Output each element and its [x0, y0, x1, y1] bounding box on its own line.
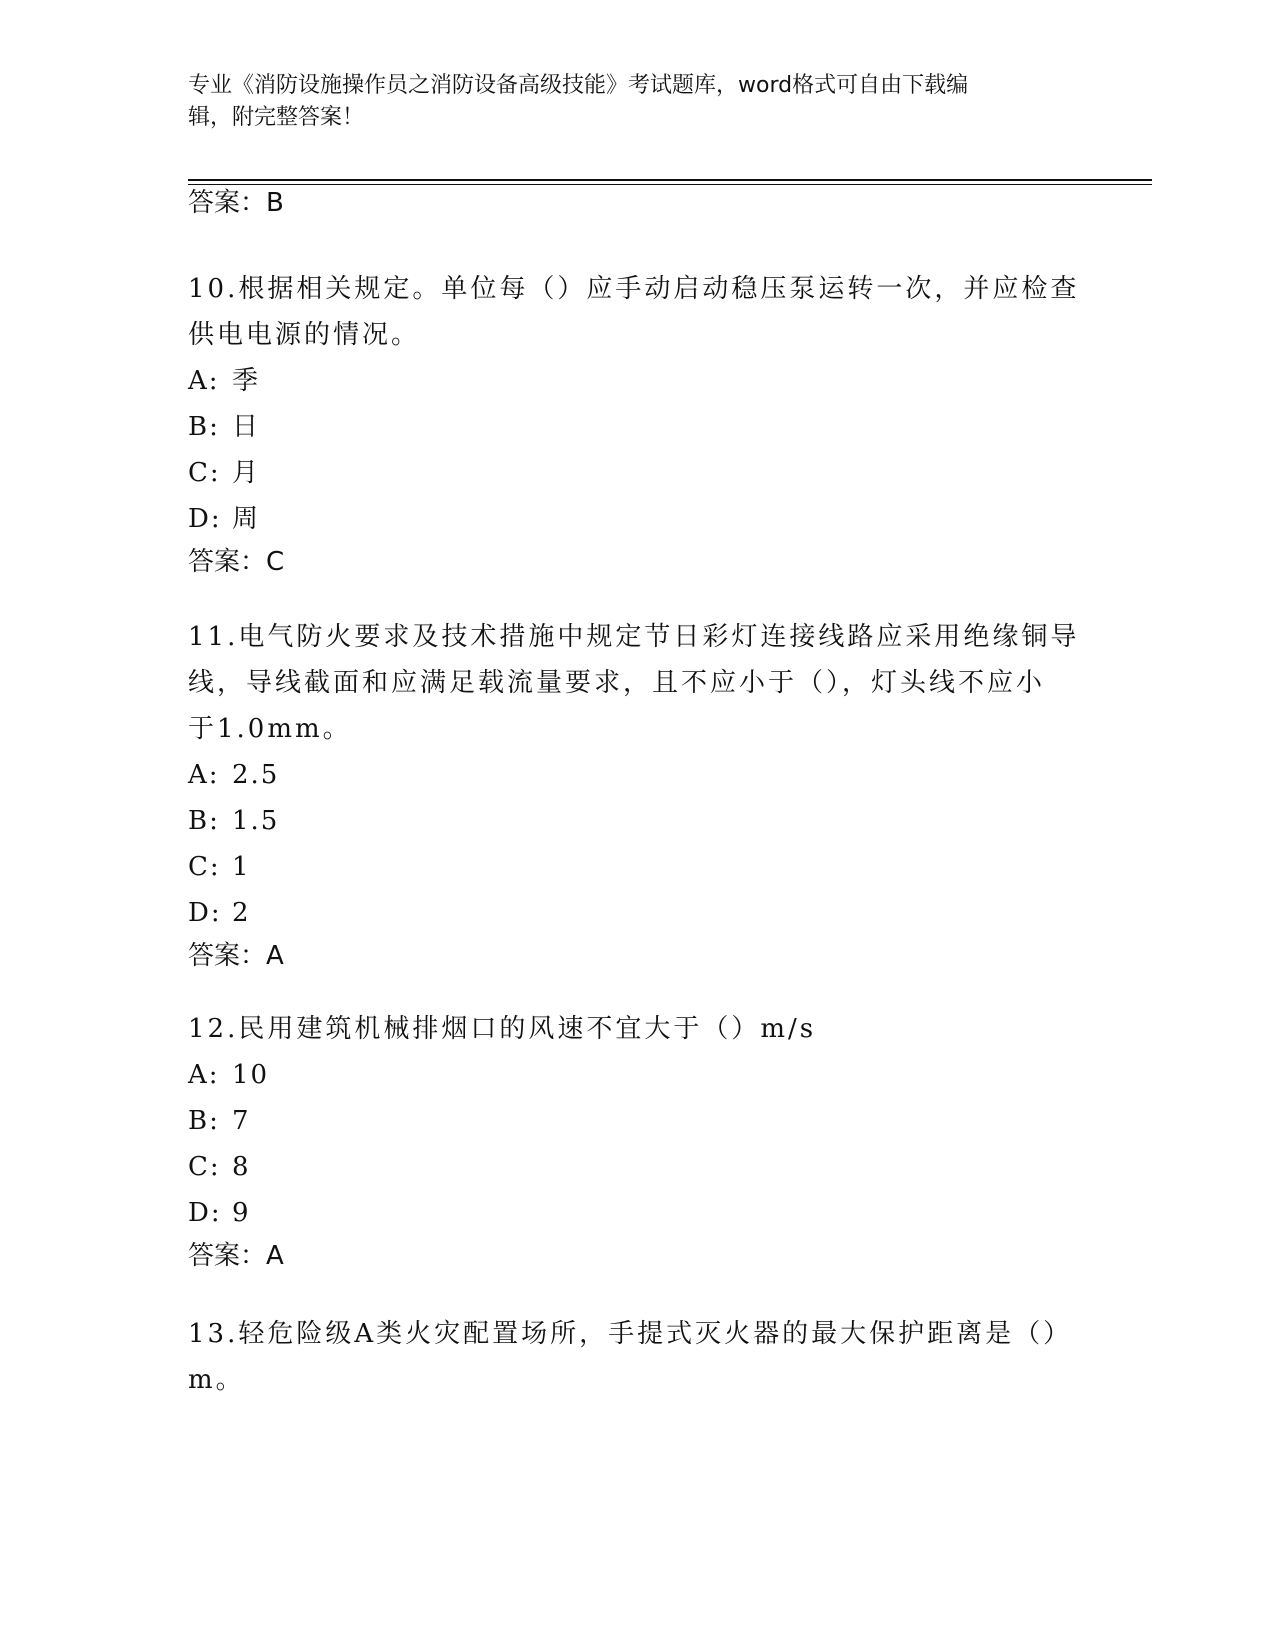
question-10-option-c: [188, 450, 1088, 496]
option-label: A:: [188, 366, 220, 396]
option-label: C:: [188, 458, 221, 488]
question-12-option-d: [188, 1190, 1088, 1236]
question-12-line-1: 12.民用建筑机械排烟口的风速不宜大于（）m/s: [188, 1014, 817, 1044]
header-line-2: 辑，附完整答案！: [188, 105, 365, 130]
question-10-answer: 答案：C: [188, 547, 285, 577]
question-13-line-1: 13.轻危险级A类火灾配置场所，手提式灭火器的最大保护距离是（）: [188, 1319, 1073, 1349]
option-label: B:: [188, 806, 220, 836]
option-label: D:: [188, 504, 222, 534]
option-text: 日: [232, 412, 261, 442]
question-12-answer: 答案：A: [188, 1241, 284, 1271]
question-12-option-a: [188, 1052, 1088, 1098]
question-10-line-2: 供电电源的情况。: [188, 320, 421, 350]
header-divider-thick: [188, 179, 1152, 181]
question-10-line-1: 10.根据相关规定。单位每（）应手动启动稳压泵运转一次，并应检查: [188, 274, 1080, 304]
question-11-line-1: 11.电气防火要求及技术措施中规定节日彩灯连接线路应采用绝缘铜导: [188, 622, 1080, 652]
option-text: 1: [232, 852, 251, 882]
option-text: 周: [232, 504, 261, 534]
option-text: 1.5: [232, 806, 280, 836]
question-12-option-b: [188, 1098, 1088, 1144]
option-text: 10: [232, 1060, 270, 1090]
option-text: 2: [232, 898, 251, 928]
option-text: 7: [232, 1106, 251, 1136]
question-10-option-d: [188, 496, 1088, 542]
question-10-option-b: [188, 404, 1088, 450]
question-11-option-c: [188, 844, 1088, 890]
question-10: [188, 266, 1088, 580]
option-label: C:: [188, 852, 221, 882]
question-12: [188, 1006, 1088, 1274]
question-11-answer: 答案：A: [188, 941, 284, 971]
question-11-option-d: [188, 890, 1088, 936]
option-label: A:: [188, 760, 220, 790]
option-text: 月: [232, 458, 261, 488]
question-13-line-2: m。: [188, 1365, 245, 1395]
option-label: D:: [188, 1198, 222, 1228]
option-label: B:: [188, 412, 220, 442]
document-header: [188, 70, 1068, 134]
question-11-line-3: 于1.0mm。: [188, 714, 352, 744]
option-text: 8: [232, 1152, 251, 1182]
option-label: B:: [188, 1106, 220, 1136]
option-text: 2.5: [232, 760, 280, 790]
header-line-1: 专业《消防设施操作员之消防设备高级技能》考试题库，word格式可自由下载编: [188, 73, 969, 98]
question-11: [188, 614, 1088, 974]
option-text: 季: [232, 366, 261, 396]
option-label: C:: [188, 1152, 221, 1182]
question-13: [188, 1311, 1088, 1403]
question-11-option-b: [188, 798, 1088, 844]
option-text: 9: [232, 1198, 251, 1228]
option-label: D:: [188, 898, 222, 928]
question-11-line-2: 线，导线截面和应满足载流量要求，且不应小于（），灯头线不应小: [188, 668, 1046, 698]
question-10-option-a: [188, 358, 1088, 404]
question-11-option-a: [188, 752, 1088, 798]
answer-previous: 答案：B: [188, 188, 284, 218]
question-12-option-c: [188, 1144, 1088, 1190]
option-label: A:: [188, 1060, 220, 1090]
